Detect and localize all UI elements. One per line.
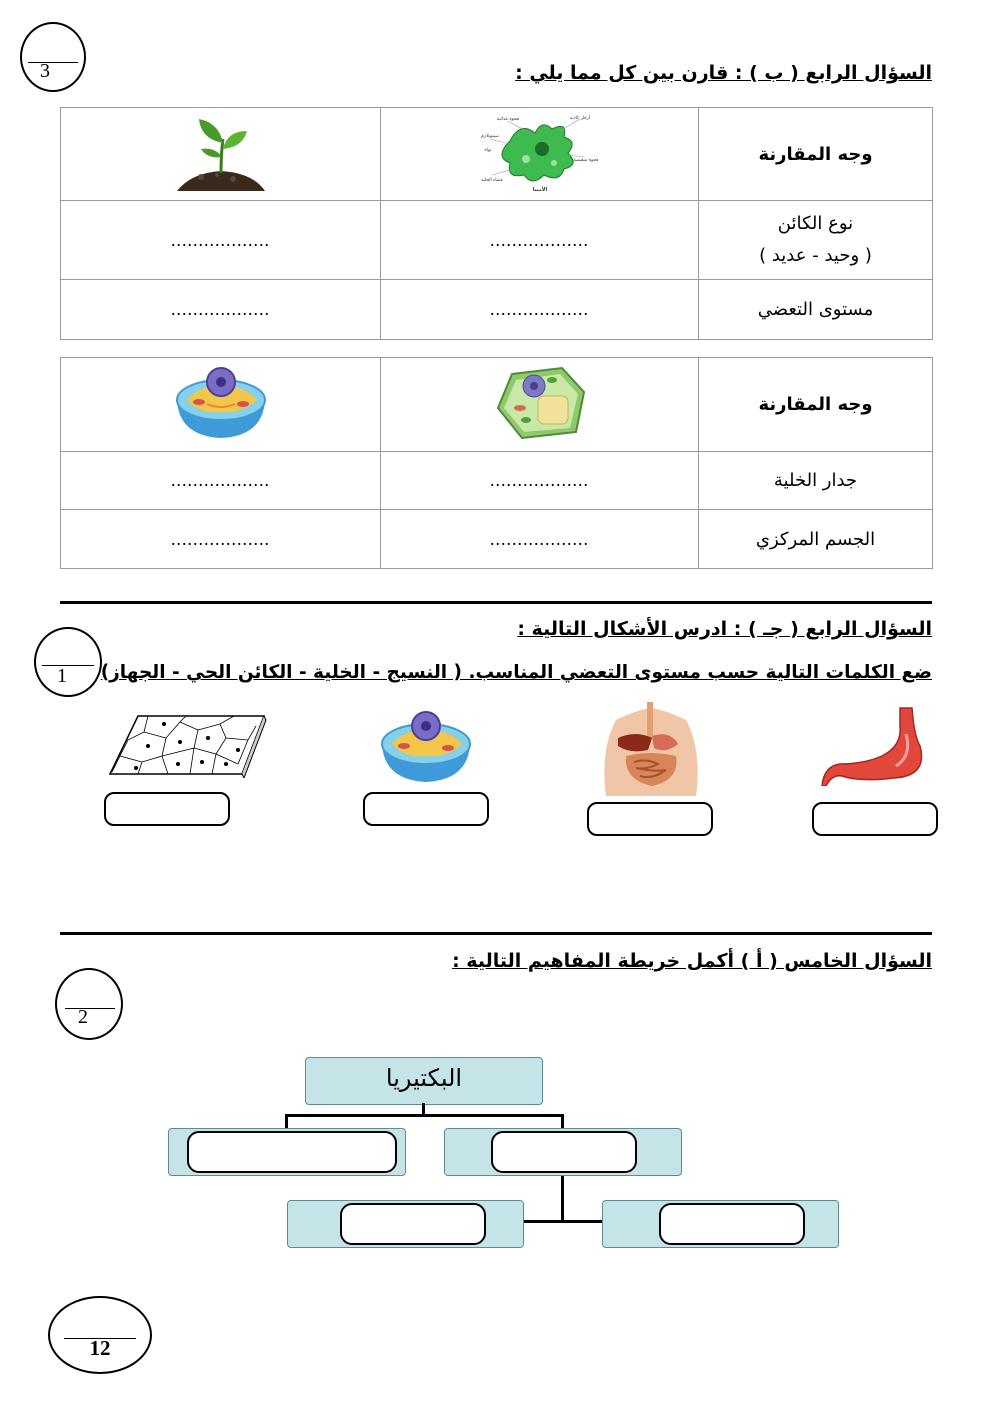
concept-answer-field[interactable] [491,1131,637,1173]
comparison-table-organisms [60,107,933,340]
connector [286,1114,564,1117]
animal-cell-image [171,360,271,444]
answer-blank[interactable]: .................. [381,510,699,569]
amoeba-label: نواة [483,147,492,153]
tissue-image [108,712,268,778]
comparison-table-cells [60,357,933,569]
total-score-oval [48,1296,152,1374]
score-value: 2 [78,1006,88,1028]
concept-node-right [444,1128,682,1176]
cell-image [374,704,478,788]
amoeba-label: أرجل كاذبة [569,115,590,121]
concept-root-label: البكتيريا [385,1064,463,1092]
question-4b-title: السؤال الرابع ( ب ) : قارن بين كل مما يلي : [515,62,932,84]
answer-blank[interactable]: .................. [61,201,381,280]
concept-node-left [168,1128,406,1176]
section-divider [60,932,932,935]
question-4c-instruction: ضع الكلمات التالية حسب مستوى التعضي المناسب. ( النسيج - الخلية - الكائن الحي - الجهاز) [100,662,932,683]
row-label-organism-type: نوع الكائن ( وحيد - عديد ) [699,201,933,280]
question-5a-title: السؤال الخامس ( أ ) أكمل خريطة المفاهيم التالية : [452,950,932,972]
row-label-cell-wall: جدار الخلية [699,452,933,510]
amoeba-label: سيتوبلازم [480,133,499,139]
score-oval-q5a [55,968,123,1040]
concept-answer-field[interactable] [340,1203,486,1245]
row-label-centrosome: الجسم المركزي [699,510,933,569]
score-oval-q4c [34,627,102,697]
concept-node-bottom-right [602,1200,839,1248]
connector [522,1220,602,1223]
question-4c-title: السؤال الرابع ( جـ ) : ادرس الأشكال التالية : [517,618,932,640]
concept-answer-field[interactable] [659,1203,805,1245]
total-score-value: 12 [89,1336,111,1360]
seedling-image [171,109,271,195]
score-value: 3 [40,60,50,82]
digestive-system-image [596,700,706,796]
amoeba-label: غشاء الخلية [480,177,503,183]
concept-node-bottom-left [287,1200,524,1248]
amoeba-image-cell [381,108,699,201]
connector [561,1176,564,1222]
score-oval-q4b [20,22,86,92]
animal-cell-image-cell [61,358,381,452]
score-value: 1 [57,665,67,687]
amoeba-caption: الأميبا [532,186,547,193]
amoeba-label: فجوة غذائية [496,116,519,122]
answer-box-tissue[interactable] [104,792,230,826]
answer-blank[interactable]: .................. [61,452,381,510]
table-header-comparison: وجه المقارنة [699,358,933,452]
plant-cell-image-cell [381,358,699,452]
amoeba-label: فجوة منقبضة [573,157,598,163]
answer-blank[interactable]: .................. [381,201,699,280]
amoeba-diagram [480,111,600,193]
answer-blank[interactable]: .................. [61,280,381,340]
answer-box-cell[interactable] [363,792,489,826]
answer-blank[interactable]: .................. [381,280,699,340]
table-header-comparison: وجه المقارنة [699,108,933,201]
answer-blank[interactable]: .................. [61,510,381,569]
stomach-image [820,706,928,786]
plant-cell-image [492,362,588,442]
answer-blank[interactable]: .................. [381,452,699,510]
concept-map-root [305,1057,543,1105]
connector [422,1103,425,1115]
section-divider [60,601,932,604]
plant-image-cell [61,108,381,201]
concept-answer-field[interactable] [187,1131,397,1173]
answer-box-system[interactable] [587,802,713,836]
row-label-organization-level: مستوى التعضي [699,280,933,340]
answer-box-organ[interactable] [812,802,938,836]
